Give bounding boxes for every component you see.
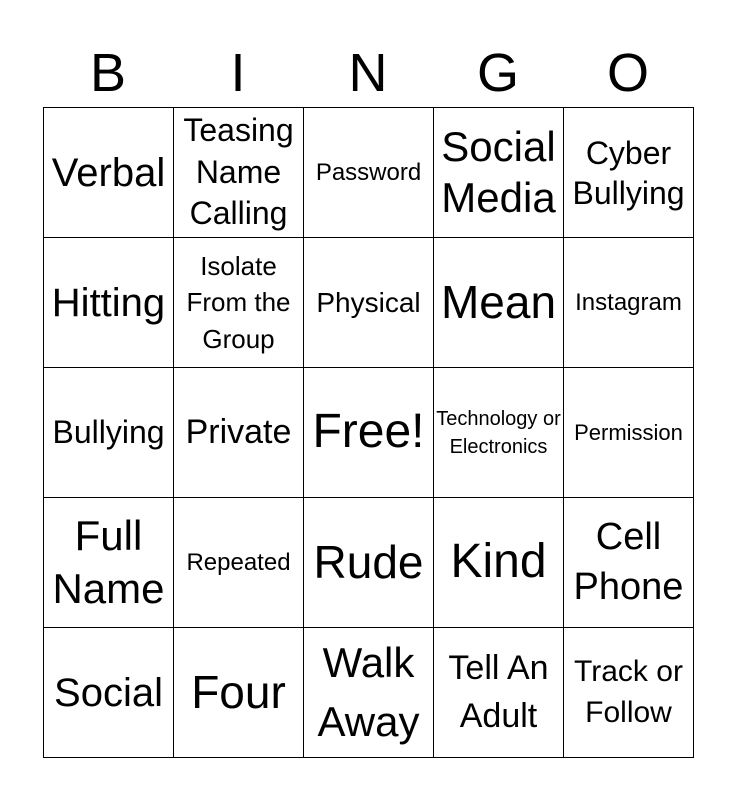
bingo-cell[interactable] — [174, 498, 304, 628]
bingo-cell[interactable] — [174, 238, 304, 368]
board-row — [44, 108, 694, 238]
cell-label: Cell Phone — [573, 516, 684, 608]
bingo-cell[interactable] — [564, 368, 694, 498]
bingo-cell[interactable] — [174, 368, 304, 498]
header-letter-o: O — [606, 43, 649, 103]
bingo-cell[interactable] — [434, 238, 564, 368]
cell-label: Tell An Adult — [448, 648, 549, 735]
cell-label: Password — [315, 158, 422, 186]
cell-label: Social — [54, 670, 163, 715]
cell-label: Verbal — [51, 150, 166, 195]
cell-label: Technology or Electronics — [436, 407, 561, 458]
cell-label: Physical — [316, 286, 421, 318]
board-row — [44, 498, 694, 628]
bingo-cell[interactable] — [44, 108, 174, 238]
header-letter-n: N — [348, 43, 388, 103]
cell-label: Walk Away — [317, 638, 420, 745]
cell-label: Cyber Bullying — [572, 134, 685, 211]
bingo-cell[interactable] — [304, 368, 434, 498]
cell-label: Rude — [313, 536, 424, 589]
bingo-cell[interactable] — [564, 498, 694, 628]
header-letter-i: I — [230, 43, 246, 103]
cell-label: Bullying — [52, 413, 165, 450]
board-row — [44, 368, 694, 498]
bingo-cell[interactable] — [434, 498, 564, 628]
bingo-cell[interactable] — [564, 628, 694, 758]
bingo-cell[interactable] — [304, 108, 434, 238]
bingo-cell[interactable] — [564, 108, 694, 238]
bingo-cell[interactable] — [44, 628, 174, 758]
bingo-cell[interactable] — [44, 498, 174, 628]
cell-label: Permission — [574, 419, 683, 445]
bingo-cell[interactable] — [434, 628, 564, 758]
bingo-cell[interactable] — [304, 628, 434, 758]
cell-label: Repeated — [186, 548, 291, 576]
bingo-cell[interactable] — [564, 238, 694, 368]
bingo-cell[interactable] — [304, 238, 434, 368]
cell-label: Mean — [440, 276, 557, 329]
bingo-cell[interactable] — [174, 628, 304, 758]
bingo-cell[interactable] — [304, 498, 434, 628]
bingo-cell[interactable] — [434, 368, 564, 498]
cell-label: Full Name — [52, 512, 165, 612]
bingo-board — [43, 107, 694, 758]
bingo-cell[interactable] — [44, 368, 174, 498]
cell-label: Four — [191, 666, 286, 719]
cell-label: Teasing Name Calling — [183, 112, 294, 232]
cell-label: Social Media — [441, 123, 556, 221]
cell-label: Hitting — [51, 280, 166, 325]
cell-label: Isolate From the Group — [186, 250, 291, 354]
header-letter-g: G — [476, 43, 519, 103]
cell-label: Free! — [312, 405, 425, 459]
cell-label: Instagram — [575, 288, 682, 316]
header-letter-b: B — [89, 43, 127, 103]
bingo-header — [43, 42, 693, 104]
bingo-cell[interactable] — [44, 238, 174, 368]
cell-label: Private — [185, 412, 292, 451]
board-row — [44, 238, 694, 368]
bingo-cell[interactable] — [174, 108, 304, 238]
bingo-cell[interactable] — [434, 108, 564, 238]
board-row — [44, 628, 694, 758]
cell-label: Track or Follow — [574, 655, 683, 729]
cell-label: Kind — [450, 535, 547, 589]
